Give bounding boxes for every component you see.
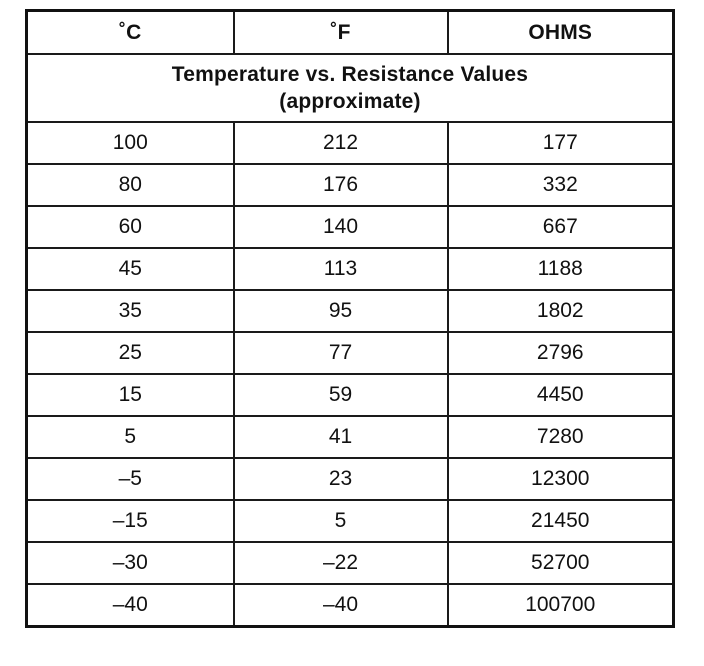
caption-subtitle: (approximate) [279, 90, 421, 113]
cell-ohms: 100700 [448, 584, 674, 627]
cell-ohms: 2796 [448, 332, 674, 374]
cell-ohms: 1802 [448, 290, 674, 332]
cell-fahrenheit: –22 [234, 542, 448, 584]
header-fahrenheit: ˚F [234, 11, 448, 55]
cell-ohms: 7280 [448, 416, 674, 458]
table-caption [27, 54, 674, 122]
cell-fahrenheit: 59 [234, 374, 448, 416]
cell-celsius: 45 [27, 248, 234, 290]
cell-celsius: 35 [27, 290, 234, 332]
caption-row [27, 54, 674, 122]
cell-celsius: 25 [27, 332, 234, 374]
table-row [27, 290, 674, 332]
cell-fahrenheit: 176 [234, 164, 448, 206]
cell-fahrenheit: 113 [234, 248, 448, 290]
header-celsius: ˚C [27, 11, 234, 55]
cell-celsius: –5 [27, 458, 234, 500]
table-row [27, 500, 674, 542]
caption-title: Temperature vs. Resistance Values [171, 63, 529, 86]
cell-fahrenheit: 212 [234, 122, 448, 164]
cell-celsius: 5 [27, 416, 234, 458]
cell-celsius: 80 [27, 164, 234, 206]
table-row [27, 584, 674, 627]
cell-fahrenheit: –40 [234, 584, 448, 627]
temperature-resistance-table-container [25, 9, 672, 628]
cell-ohms: 1188 [448, 248, 674, 290]
header-ohms: OHMS [448, 11, 674, 55]
cell-ohms: 667 [448, 206, 674, 248]
cell-celsius: 100 [27, 122, 234, 164]
table-row [27, 458, 674, 500]
table-header [27, 11, 674, 123]
cell-fahrenheit: 23 [234, 458, 448, 500]
cell-celsius: –30 [27, 542, 234, 584]
table-row [27, 374, 674, 416]
cell-fahrenheit: 140 [234, 206, 448, 248]
table-row [27, 542, 674, 584]
cell-celsius: 60 [27, 206, 234, 248]
table-body [27, 122, 674, 627]
cell-fahrenheit: 5 [234, 500, 448, 542]
table-row [27, 332, 674, 374]
cell-ohms: 177 [448, 122, 674, 164]
table-row [27, 416, 674, 458]
cell-celsius: 15 [27, 374, 234, 416]
table-row [27, 248, 674, 290]
cell-ohms: 4450 [448, 374, 674, 416]
cell-fahrenheit: 95 [234, 290, 448, 332]
table-row [27, 206, 674, 248]
table-row [27, 122, 674, 164]
temperature-resistance-table [25, 9, 675, 628]
cell-ohms: 332 [448, 164, 674, 206]
cell-fahrenheit: 41 [234, 416, 448, 458]
header-row [27, 11, 674, 55]
cell-ohms: 52700 [448, 542, 674, 584]
cell-ohms: 21450 [448, 500, 674, 542]
cell-fahrenheit: 77 [234, 332, 448, 374]
table-row [27, 164, 674, 206]
cell-ohms: 12300 [448, 458, 674, 500]
cell-celsius: –15 [27, 500, 234, 542]
cell-celsius: –40 [27, 584, 234, 627]
